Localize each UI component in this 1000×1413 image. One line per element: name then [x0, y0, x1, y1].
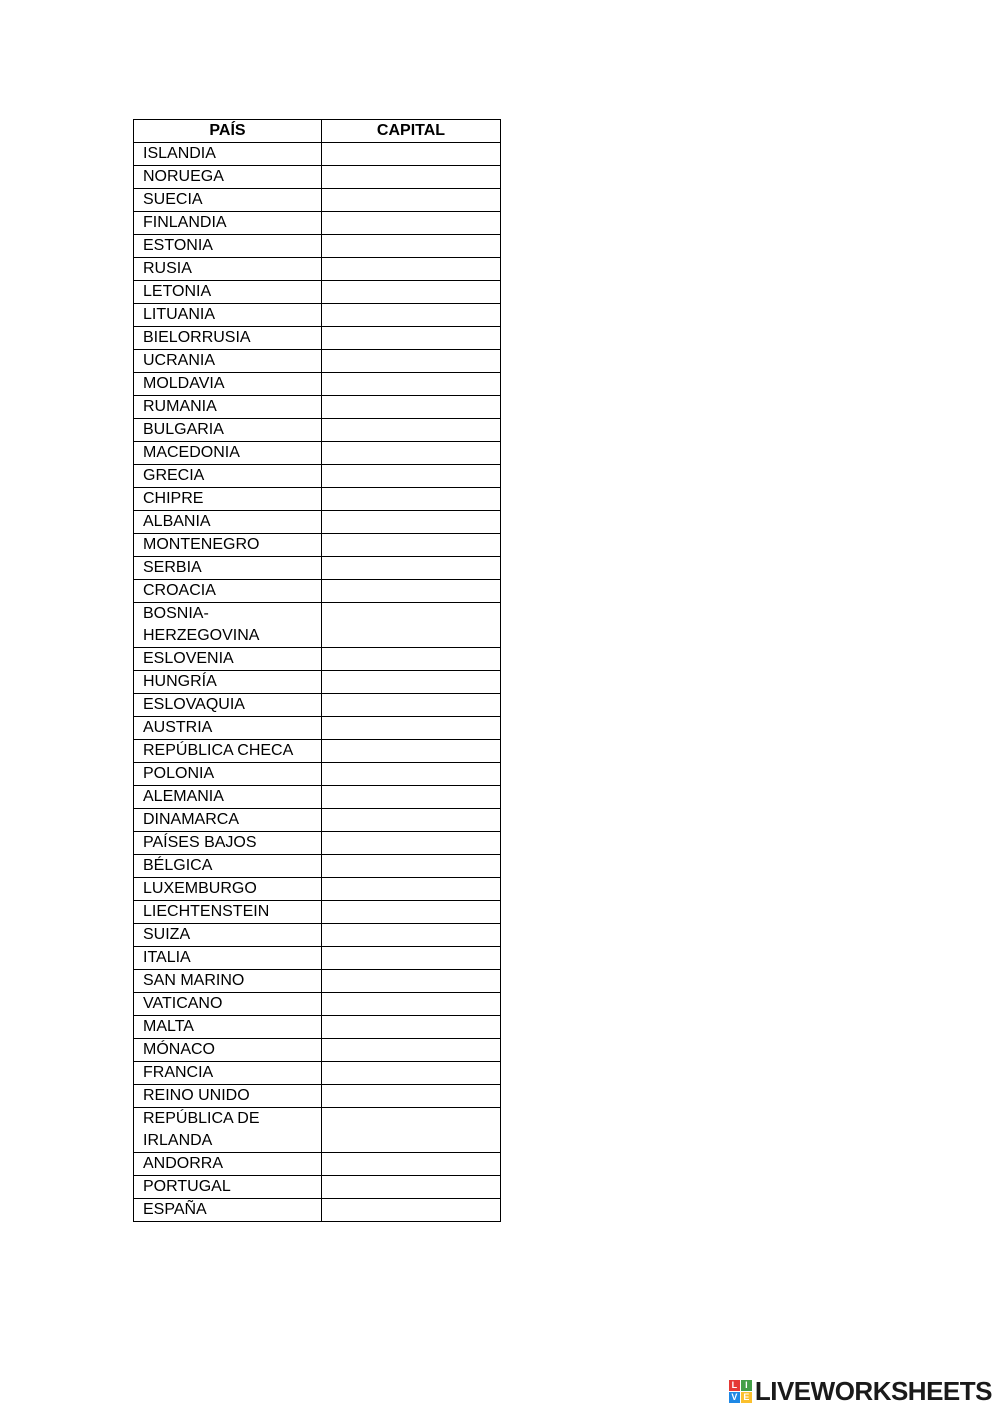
table-row [134, 189, 501, 212]
liveworksheets-logo [729, 1376, 992, 1407]
header-capital: CAPITAL [322, 120, 501, 143]
country-cell: HUNGRÍA [134, 671, 322, 694]
country-cell: MACEDONIA [134, 442, 322, 465]
table-row [134, 878, 501, 901]
country-cell: CROACIA [134, 580, 322, 603]
capital-answer-cell[interactable] [322, 557, 501, 580]
country-cell: SUIZA [134, 924, 322, 947]
capital-input[interactable] [322, 373, 500, 395]
capital-answer-cell[interactable] [322, 534, 501, 557]
table-row [134, 143, 501, 166]
capital-answer-cell[interactable] [322, 1085, 501, 1108]
country-cell: VATICANO [134, 993, 322, 1016]
capital-answer-cell[interactable] [322, 1062, 501, 1085]
capital-answer-cell[interactable] [322, 809, 501, 832]
capital-input[interactable] [322, 947, 500, 969]
country-cell: LUXEMBURGO [134, 878, 322, 901]
capital-input[interactable] [322, 832, 500, 854]
logo-mark-letter: L [729, 1380, 740, 1391]
table-row [134, 1062, 501, 1085]
capital-input[interactable] [322, 419, 500, 441]
capital-input[interactable] [322, 143, 500, 165]
capital-input[interactable] [322, 1108, 500, 1152]
table-row [134, 580, 501, 603]
capital-answer-cell[interactable] [322, 419, 501, 442]
capital-input[interactable] [322, 603, 500, 647]
capital-input[interactable] [322, 580, 500, 602]
capital-input[interactable] [322, 1085, 500, 1107]
capital-answer-cell[interactable] [322, 189, 501, 212]
capital-input[interactable] [322, 1199, 500, 1221]
capital-answer-cell[interactable] [322, 603, 501, 648]
country-cell: REPÚBLICA DE IRLANDA [134, 1108, 322, 1153]
table-row [134, 809, 501, 832]
table-row [134, 396, 501, 419]
capital-input[interactable] [322, 694, 500, 716]
country-cell: ALEMANIA [134, 786, 322, 809]
country-cell: AUSTRIA [134, 717, 322, 740]
capital-input[interactable] [322, 534, 500, 556]
table-row [134, 763, 501, 786]
table-row [134, 901, 501, 924]
country-cell: SAN MARINO [134, 970, 322, 993]
capital-input[interactable] [322, 878, 500, 900]
capital-input[interactable] [322, 993, 500, 1015]
capital-input[interactable] [322, 212, 500, 234]
capital-answer-cell[interactable] [322, 442, 501, 465]
table-row [134, 258, 501, 281]
capital-answer-cell[interactable] [322, 878, 501, 901]
capital-input[interactable] [322, 235, 500, 257]
capital-input[interactable] [322, 717, 500, 739]
capital-answer-cell[interactable] [322, 580, 501, 603]
logo-mark-letter: V [729, 1392, 740, 1403]
country-cell: SUECIA [134, 189, 322, 212]
capital-input[interactable] [322, 901, 500, 923]
table-row [134, 740, 501, 763]
table-row [134, 488, 501, 511]
country-cell: LIECHTENSTEIN [134, 901, 322, 924]
logo-mark-letter: I [741, 1380, 752, 1391]
table-row [134, 1085, 501, 1108]
capital-answer-cell[interactable] [322, 488, 501, 511]
capital-input[interactable] [322, 557, 500, 579]
table-header-row [134, 120, 501, 143]
capital-answer-cell[interactable] [322, 901, 501, 924]
country-cell: ISLANDIA [134, 143, 322, 166]
capital-answer-cell[interactable] [322, 511, 501, 534]
country-cell: ESLOVAQUIA [134, 694, 322, 717]
table-row [134, 350, 501, 373]
capital-answer-cell[interactable] [322, 1016, 501, 1039]
capital-input[interactable] [322, 1062, 500, 1084]
country-cell: FINLANDIA [134, 212, 322, 235]
capital-answer-cell[interactable] [322, 1199, 501, 1222]
country-cell: LETONIA [134, 281, 322, 304]
country-cell: NORUEGA [134, 166, 322, 189]
country-cell: MÓNACO [134, 1039, 322, 1062]
capital-input[interactable] [322, 304, 500, 326]
country-cell: DINAMARCA [134, 809, 322, 832]
capital-input[interactable] [322, 1039, 500, 1061]
capital-answer-cell[interactable] [322, 671, 501, 694]
country-cell: RUMANIA [134, 396, 322, 419]
table-body [134, 143, 501, 1222]
table-row [134, 832, 501, 855]
capital-answer-cell[interactable] [322, 1108, 501, 1153]
capital-input[interactable] [322, 740, 500, 762]
country-cell: BOSNIA- HERZEGOVINA [134, 603, 322, 648]
country-cell: ESPAÑA [134, 1199, 322, 1222]
table-row [134, 281, 501, 304]
capital-input[interactable] [322, 488, 500, 510]
country-cell: UCRANIA [134, 350, 322, 373]
capital-input[interactable] [322, 855, 500, 877]
table-row [134, 419, 501, 442]
table-row [134, 1199, 501, 1222]
capital-input[interactable] [322, 970, 500, 992]
country-cell: MONTENEGRO [134, 534, 322, 557]
capital-input[interactable] [322, 924, 500, 946]
capital-answer-cell[interactable] [322, 166, 501, 189]
capital-answer-cell[interactable] [322, 1153, 501, 1176]
capital-input[interactable] [322, 1176, 500, 1198]
capital-answer-cell[interactable] [322, 717, 501, 740]
logo-mark-icon [729, 1380, 752, 1403]
country-cell: ANDORRA [134, 1153, 322, 1176]
capital-answer-cell[interactable] [322, 327, 501, 350]
table-row [134, 442, 501, 465]
capital-input[interactable] [322, 648, 500, 670]
table-row [134, 235, 501, 258]
table-row [134, 1016, 501, 1039]
table-row [134, 465, 501, 488]
country-cell: ALBANIA [134, 511, 322, 534]
capital-answer-cell[interactable] [322, 970, 501, 993]
country-cell: MALTA [134, 1016, 322, 1039]
capital-answer-cell[interactable] [322, 1176, 501, 1199]
country-cell: PAÍSES BAJOS [134, 832, 322, 855]
capital-input[interactable] [322, 327, 500, 349]
table-row [134, 648, 501, 671]
country-cell: GRECIA [134, 465, 322, 488]
table-row [134, 924, 501, 947]
table-row [134, 1108, 501, 1153]
table-row [134, 1153, 501, 1176]
capital-input[interactable] [322, 166, 500, 188]
capital-input[interactable] [322, 350, 500, 372]
capital-answer-cell[interactable] [322, 924, 501, 947]
capital-answer-cell[interactable] [322, 832, 501, 855]
country-cell: RUSIA [134, 258, 322, 281]
table-row [134, 970, 501, 993]
country-cell: CHIPRE [134, 488, 322, 511]
capital-answer-cell[interactable] [322, 694, 501, 717]
country-cell: ITALIA [134, 947, 322, 970]
capital-answer-cell[interactable] [322, 786, 501, 809]
countries-capitals-table [133, 119, 501, 1222]
capital-answer-cell[interactable] [322, 212, 501, 235]
country-cell: MOLDAVIA [134, 373, 322, 396]
capital-answer-cell[interactable] [322, 648, 501, 671]
country-cell: LITUANIA [134, 304, 322, 327]
table-row [134, 855, 501, 878]
capital-answer-cell[interactable] [322, 740, 501, 763]
capital-answer-cell[interactable] [322, 304, 501, 327]
capital-answer-cell[interactable] [322, 1039, 501, 1062]
capital-answer-cell[interactable] [322, 855, 501, 878]
capital-answer-cell[interactable] [322, 235, 501, 258]
table-row [134, 304, 501, 327]
country-cell: BÉLGICA [134, 855, 322, 878]
capital-answer-cell[interactable] [322, 373, 501, 396]
country-cell: FRANCIA [134, 1062, 322, 1085]
country-cell: REPÚBLICA CHECA [134, 740, 322, 763]
capital-input[interactable] [322, 396, 500, 418]
capital-input[interactable] [322, 511, 500, 533]
capital-input[interactable] [322, 809, 500, 831]
capital-answer-cell[interactable] [322, 396, 501, 419]
capital-answer-cell[interactable] [322, 993, 501, 1016]
table-row [134, 603, 501, 648]
capital-input[interactable] [322, 442, 500, 464]
capital-input[interactable] [322, 189, 500, 211]
logo-text: LIVEWORKSHEETS [754, 1376, 992, 1406]
capital-input[interactable] [322, 671, 500, 693]
header-country: PAÍS [134, 120, 322, 143]
table-row [134, 373, 501, 396]
capital-input[interactable] [322, 786, 500, 808]
table-row [134, 212, 501, 235]
table-row [134, 947, 501, 970]
table-row [134, 511, 501, 534]
capital-answer-cell[interactable] [322, 281, 501, 304]
table-row [134, 671, 501, 694]
capital-answer-cell[interactable] [322, 763, 501, 786]
country-cell: BIELORRUSIA [134, 327, 322, 350]
country-cell: ESTONIA [134, 235, 322, 258]
capital-input[interactable] [322, 1153, 500, 1175]
capital-answer-cell[interactable] [322, 143, 501, 166]
table-row [134, 694, 501, 717]
capital-input[interactable] [322, 465, 500, 487]
table-row [134, 786, 501, 809]
table-row [134, 717, 501, 740]
table-row [134, 1176, 501, 1199]
capital-answer-cell[interactable] [322, 947, 501, 970]
table-row [134, 166, 501, 189]
capital-answer-cell[interactable] [322, 465, 501, 488]
country-cell: ESLOVENIA [134, 648, 322, 671]
logo-mark-letter: E [741, 1392, 752, 1403]
table-row [134, 557, 501, 580]
table-row [134, 327, 501, 350]
country-cell: BULGARIA [134, 419, 322, 442]
table-row [134, 1039, 501, 1062]
table-row [134, 534, 501, 557]
country-cell: PORTUGAL [134, 1176, 322, 1199]
capital-input[interactable] [322, 281, 500, 303]
capital-answer-cell[interactable] [322, 258, 501, 281]
country-cell: POLONIA [134, 763, 322, 786]
capital-input[interactable] [322, 1016, 500, 1038]
capital-input[interactable] [322, 258, 500, 280]
country-cell: SERBIA [134, 557, 322, 580]
capital-answer-cell[interactable] [322, 350, 501, 373]
country-cell: REINO UNIDO [134, 1085, 322, 1108]
table-row [134, 993, 501, 1016]
capital-input[interactable] [322, 763, 500, 785]
